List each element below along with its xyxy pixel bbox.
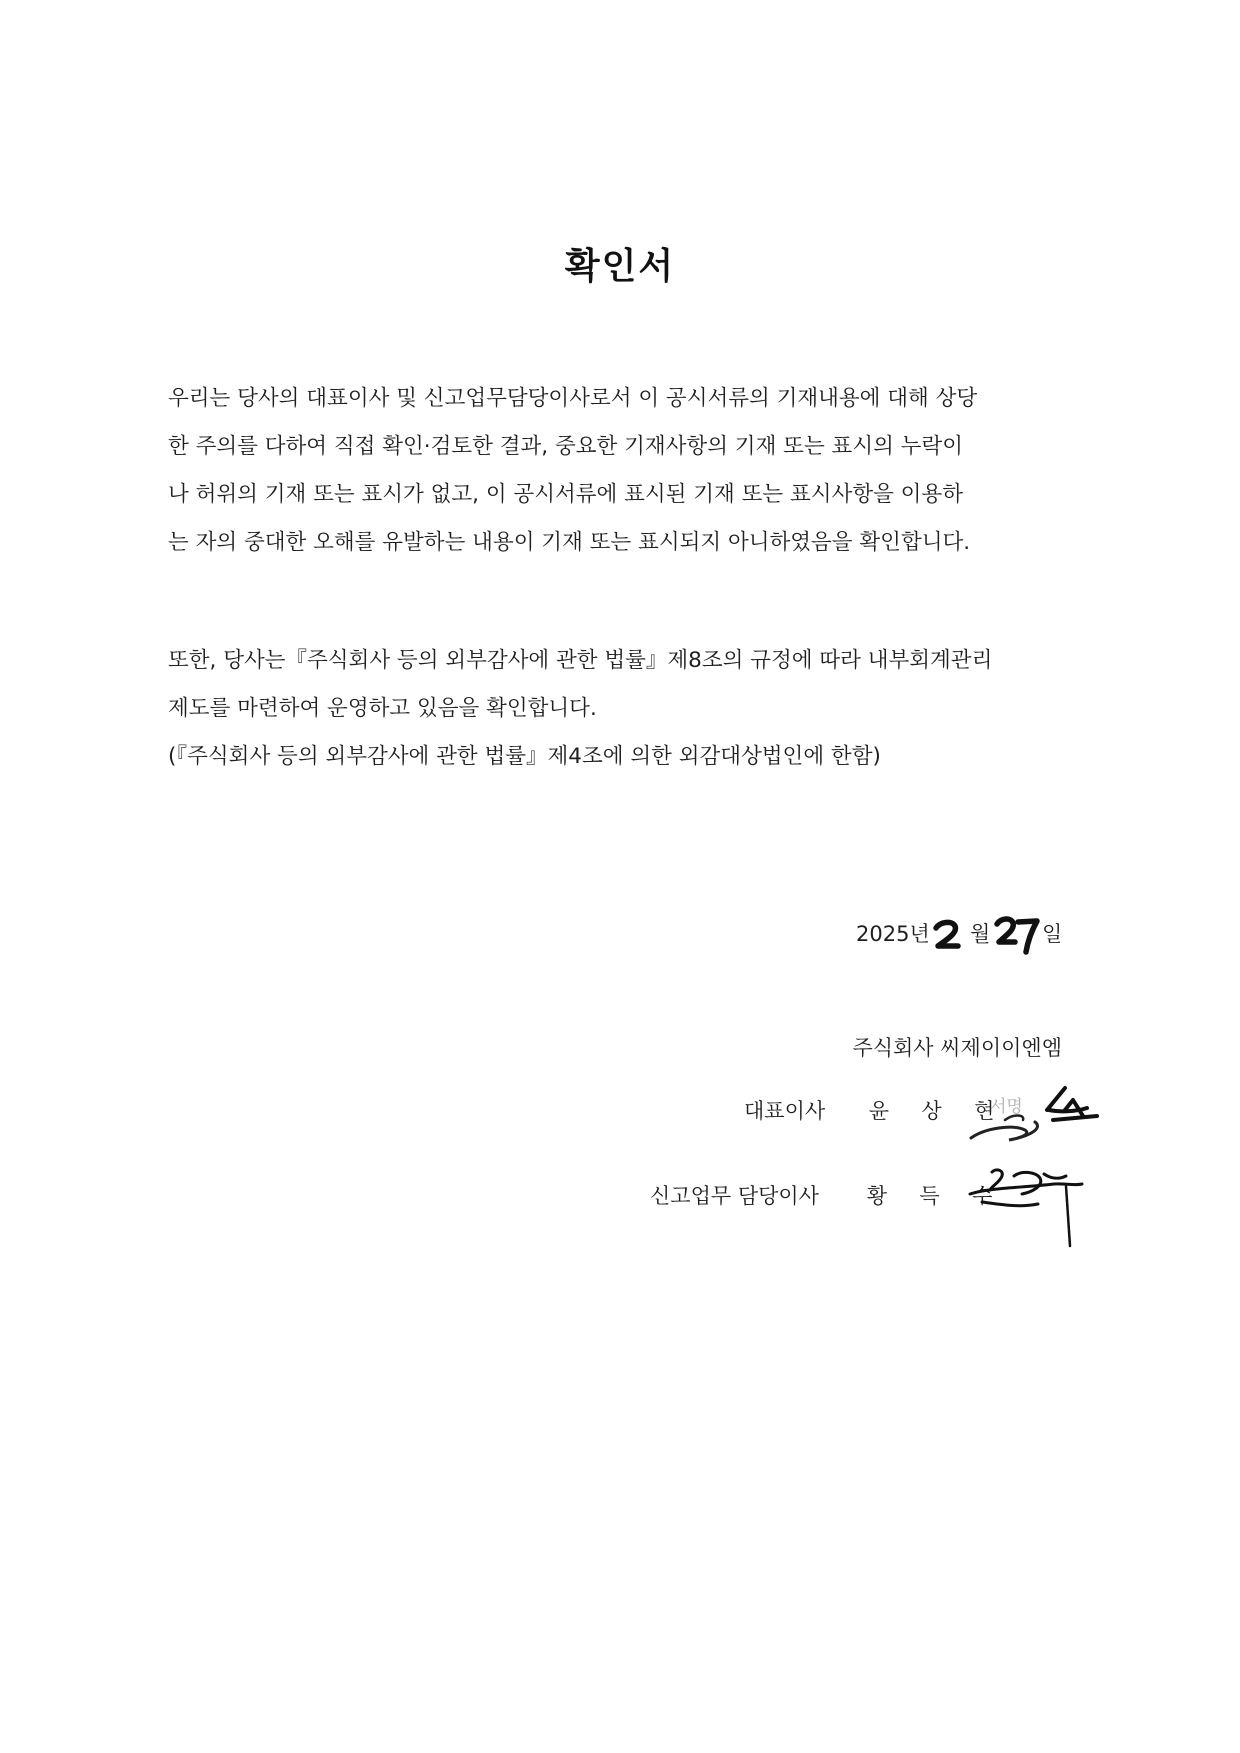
document-title: 확인서 bbox=[564, 246, 676, 287]
date-month: 월 bbox=[970, 922, 991, 946]
reporting-officer-name-char: 득 bbox=[919, 1184, 940, 1208]
paragraph-line: 제도를 마련하여 운영하고 있음을 확인합니다. bbox=[168, 696, 597, 721]
paragraph-line: 는 자의 중대한 오해를 유발하는 내용이 기재 또는 표시되지 아니하였음을 확인합니다. bbox=[168, 530, 971, 555]
note-line: (『주식회사 등의 외부감사에 관한 법률』제4조에 의한 외감대상법인에 한함) bbox=[168, 744, 881, 769]
confirmation-paragraph bbox=[168, 375, 1068, 567]
reporting-officer-name-char: 황 bbox=[866, 1184, 887, 1208]
signing-date bbox=[820, 910, 1063, 960]
ceo-name-char: 윤 bbox=[868, 1099, 889, 1123]
handwritten-month bbox=[928, 916, 968, 954]
ceo-signature-image bbox=[965, 1080, 1105, 1155]
ceo-name-char: 현 bbox=[974, 1099, 995, 1123]
ceo-name-char: 상 bbox=[921, 1099, 942, 1123]
paragraph-line: 한 주의를 다하여 직접 확인·검토한 결과, 중요한 기재사항의 기재 또는 표시의 누락이 bbox=[168, 434, 963, 459]
seal-text: 서명 bbox=[990, 1097, 1023, 1117]
reporting-officer-signature-image bbox=[958, 1158, 1098, 1253]
reporting-officer-role: 신고업무 담당이사 bbox=[650, 1184, 819, 1208]
reporting-officer-name-char: 수 bbox=[972, 1184, 993, 1208]
paragraph-line: 또한, 당사는『주식회사 등의 외부감사에 관한 법률』제8조의 규정에 따라 내부회계관리 bbox=[168, 648, 993, 673]
company-name: 주식회사 씨제이이엔엠 bbox=[852, 1036, 1062, 1060]
handwritten-day bbox=[992, 912, 1044, 956]
paragraph-line: 우리는 당사의 대표이사 및 신고업무담당이사로서 이 공시서류의 기재내용에 대해 상당 bbox=[168, 386, 978, 411]
ceo-role: 대표이사 bbox=[744, 1099, 826, 1123]
internal-control-paragraph bbox=[168, 637, 1068, 781]
date-year: 2025년 bbox=[856, 922, 930, 946]
date-day: 일 bbox=[1042, 922, 1063, 946]
paragraph-line: 나 허위의 기재 또는 표시가 없고, 이 공시서류에 표시된 기재 또는 표시사항을 이용하 bbox=[168, 482, 963, 507]
